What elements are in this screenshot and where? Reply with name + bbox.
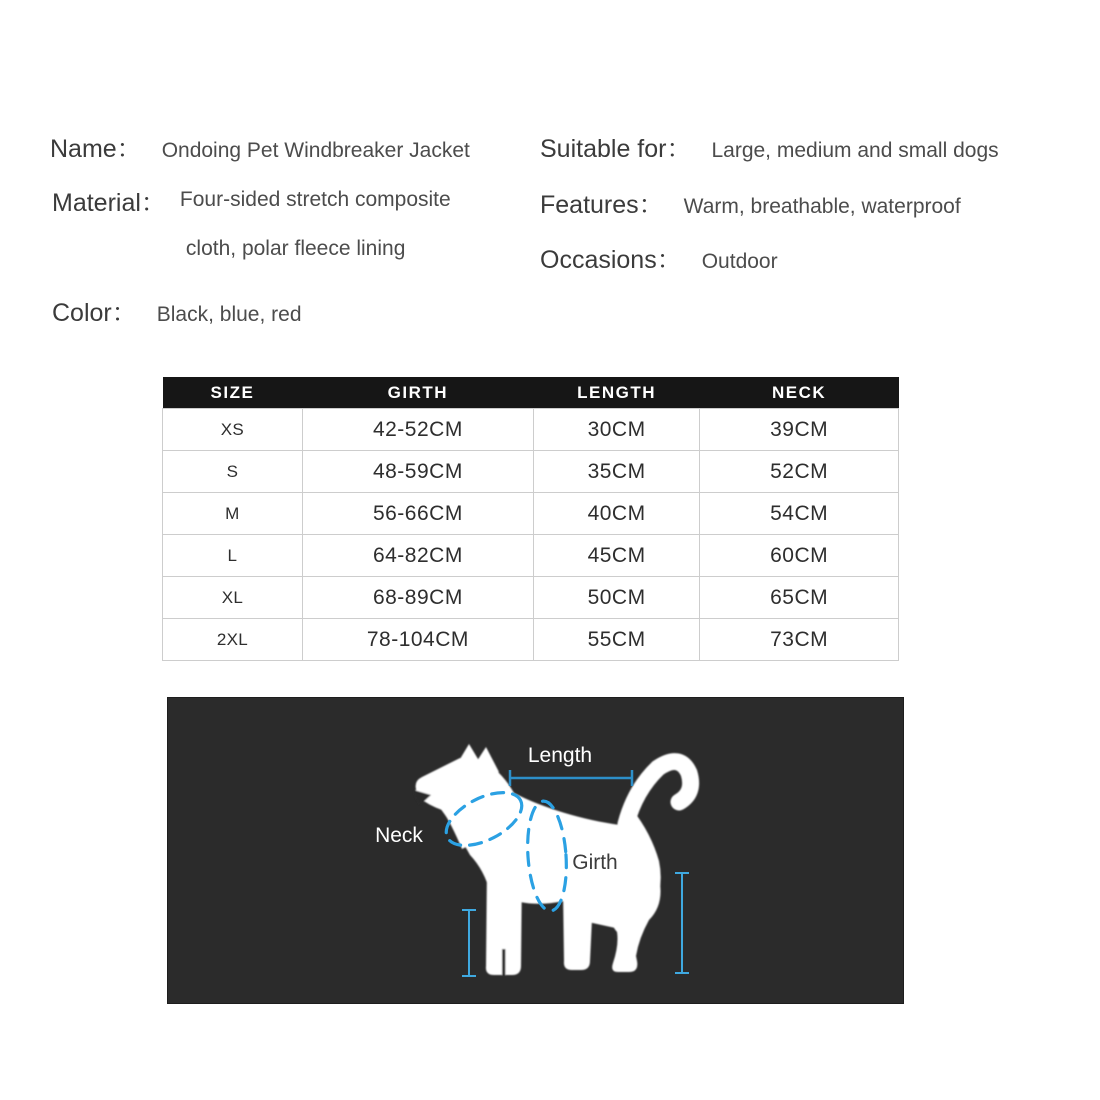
table-row — [163, 577, 899, 619]
color-label: Color： — [52, 299, 137, 327]
size-table-header-row — [163, 377, 899, 409]
table-cell: 68-89CM — [302, 577, 533, 619]
table-cell: 60CM — [700, 535, 899, 577]
header-neck: NECK — [700, 377, 899, 409]
suitable-label: Suitable for： — [540, 135, 692, 163]
table-row — [163, 535, 899, 577]
features-label: Features： — [540, 191, 664, 219]
measurement-diagram — [168, 698, 903, 1003]
product-color-row — [52, 293, 302, 329]
material-label: Material： — [52, 189, 166, 217]
table-row — [163, 451, 899, 493]
table-cell: 40CM — [533, 493, 699, 535]
rear-height-measure-line — [675, 873, 689, 973]
table-cell: 65CM — [700, 577, 899, 619]
size-table — [162, 377, 899, 661]
front-height-measure-line — [462, 910, 476, 976]
product-features-row — [540, 185, 961, 221]
color-value: Black, blue, red — [156, 303, 302, 326]
table-cell: 39CM — [700, 409, 899, 451]
header-size: SIZE — [163, 377, 303, 409]
table-cell: 56-66CM — [302, 493, 533, 535]
product-material-row — [52, 183, 451, 261]
header-girth: GIRTH — [302, 377, 533, 409]
table-cell: 30CM — [533, 409, 699, 451]
occasions-label: Occasions： — [540, 246, 682, 274]
occasions-value: Outdoor — [701, 250, 778, 273]
header-length: LENGTH — [533, 377, 699, 409]
table-cell: 54CM — [700, 493, 899, 535]
table-row — [163, 619, 899, 661]
material-value — [180, 183, 451, 261]
product-name-row — [50, 129, 470, 165]
table-row — [163, 493, 899, 535]
name-label: Name： — [50, 135, 142, 163]
table-cell: 73CM — [700, 619, 899, 661]
table-cell: XL — [163, 577, 303, 619]
material-value-line2: cloth, polar fleece lining — [185, 237, 406, 260]
table-cell: 78-104CM — [302, 619, 533, 661]
table-cell: 45CM — [533, 535, 699, 577]
length-label: Length — [527, 744, 593, 767]
measurement-diagram-panel — [168, 698, 903, 1003]
girth-label: Girth — [572, 851, 618, 874]
name-value: Ondoing Pet Windbreaker Jacket — [161, 139, 470, 162]
table-cell: 42-52CM — [302, 409, 533, 451]
table-cell: 2XL — [163, 619, 303, 661]
material-value-line1: Four-sided stretch composite — [179, 188, 451, 211]
product-occasions-row — [540, 240, 778, 276]
neck-label: Neck — [375, 824, 423, 847]
table-cell: 50CM — [533, 577, 699, 619]
suitable-value: Large, medium and small dogs — [711, 139, 999, 162]
product-suitable-row — [540, 129, 999, 165]
table-cell: L — [163, 535, 303, 577]
table-cell: S — [163, 451, 303, 493]
table-cell: XS — [163, 409, 303, 451]
table-cell: 55CM — [533, 619, 699, 661]
table-cell: 48-59CM — [302, 451, 533, 493]
length-measure-line — [510, 770, 632, 786]
front-paw-split — [502, 949, 506, 976]
table-cell: 64-82CM — [302, 535, 533, 577]
table-cell: 35CM — [533, 451, 699, 493]
table-cell: 52CM — [700, 451, 899, 493]
table-cell: M — [163, 493, 303, 535]
features-value: Warm, breathable, waterproof — [683, 195, 961, 218]
table-row — [163, 409, 899, 451]
